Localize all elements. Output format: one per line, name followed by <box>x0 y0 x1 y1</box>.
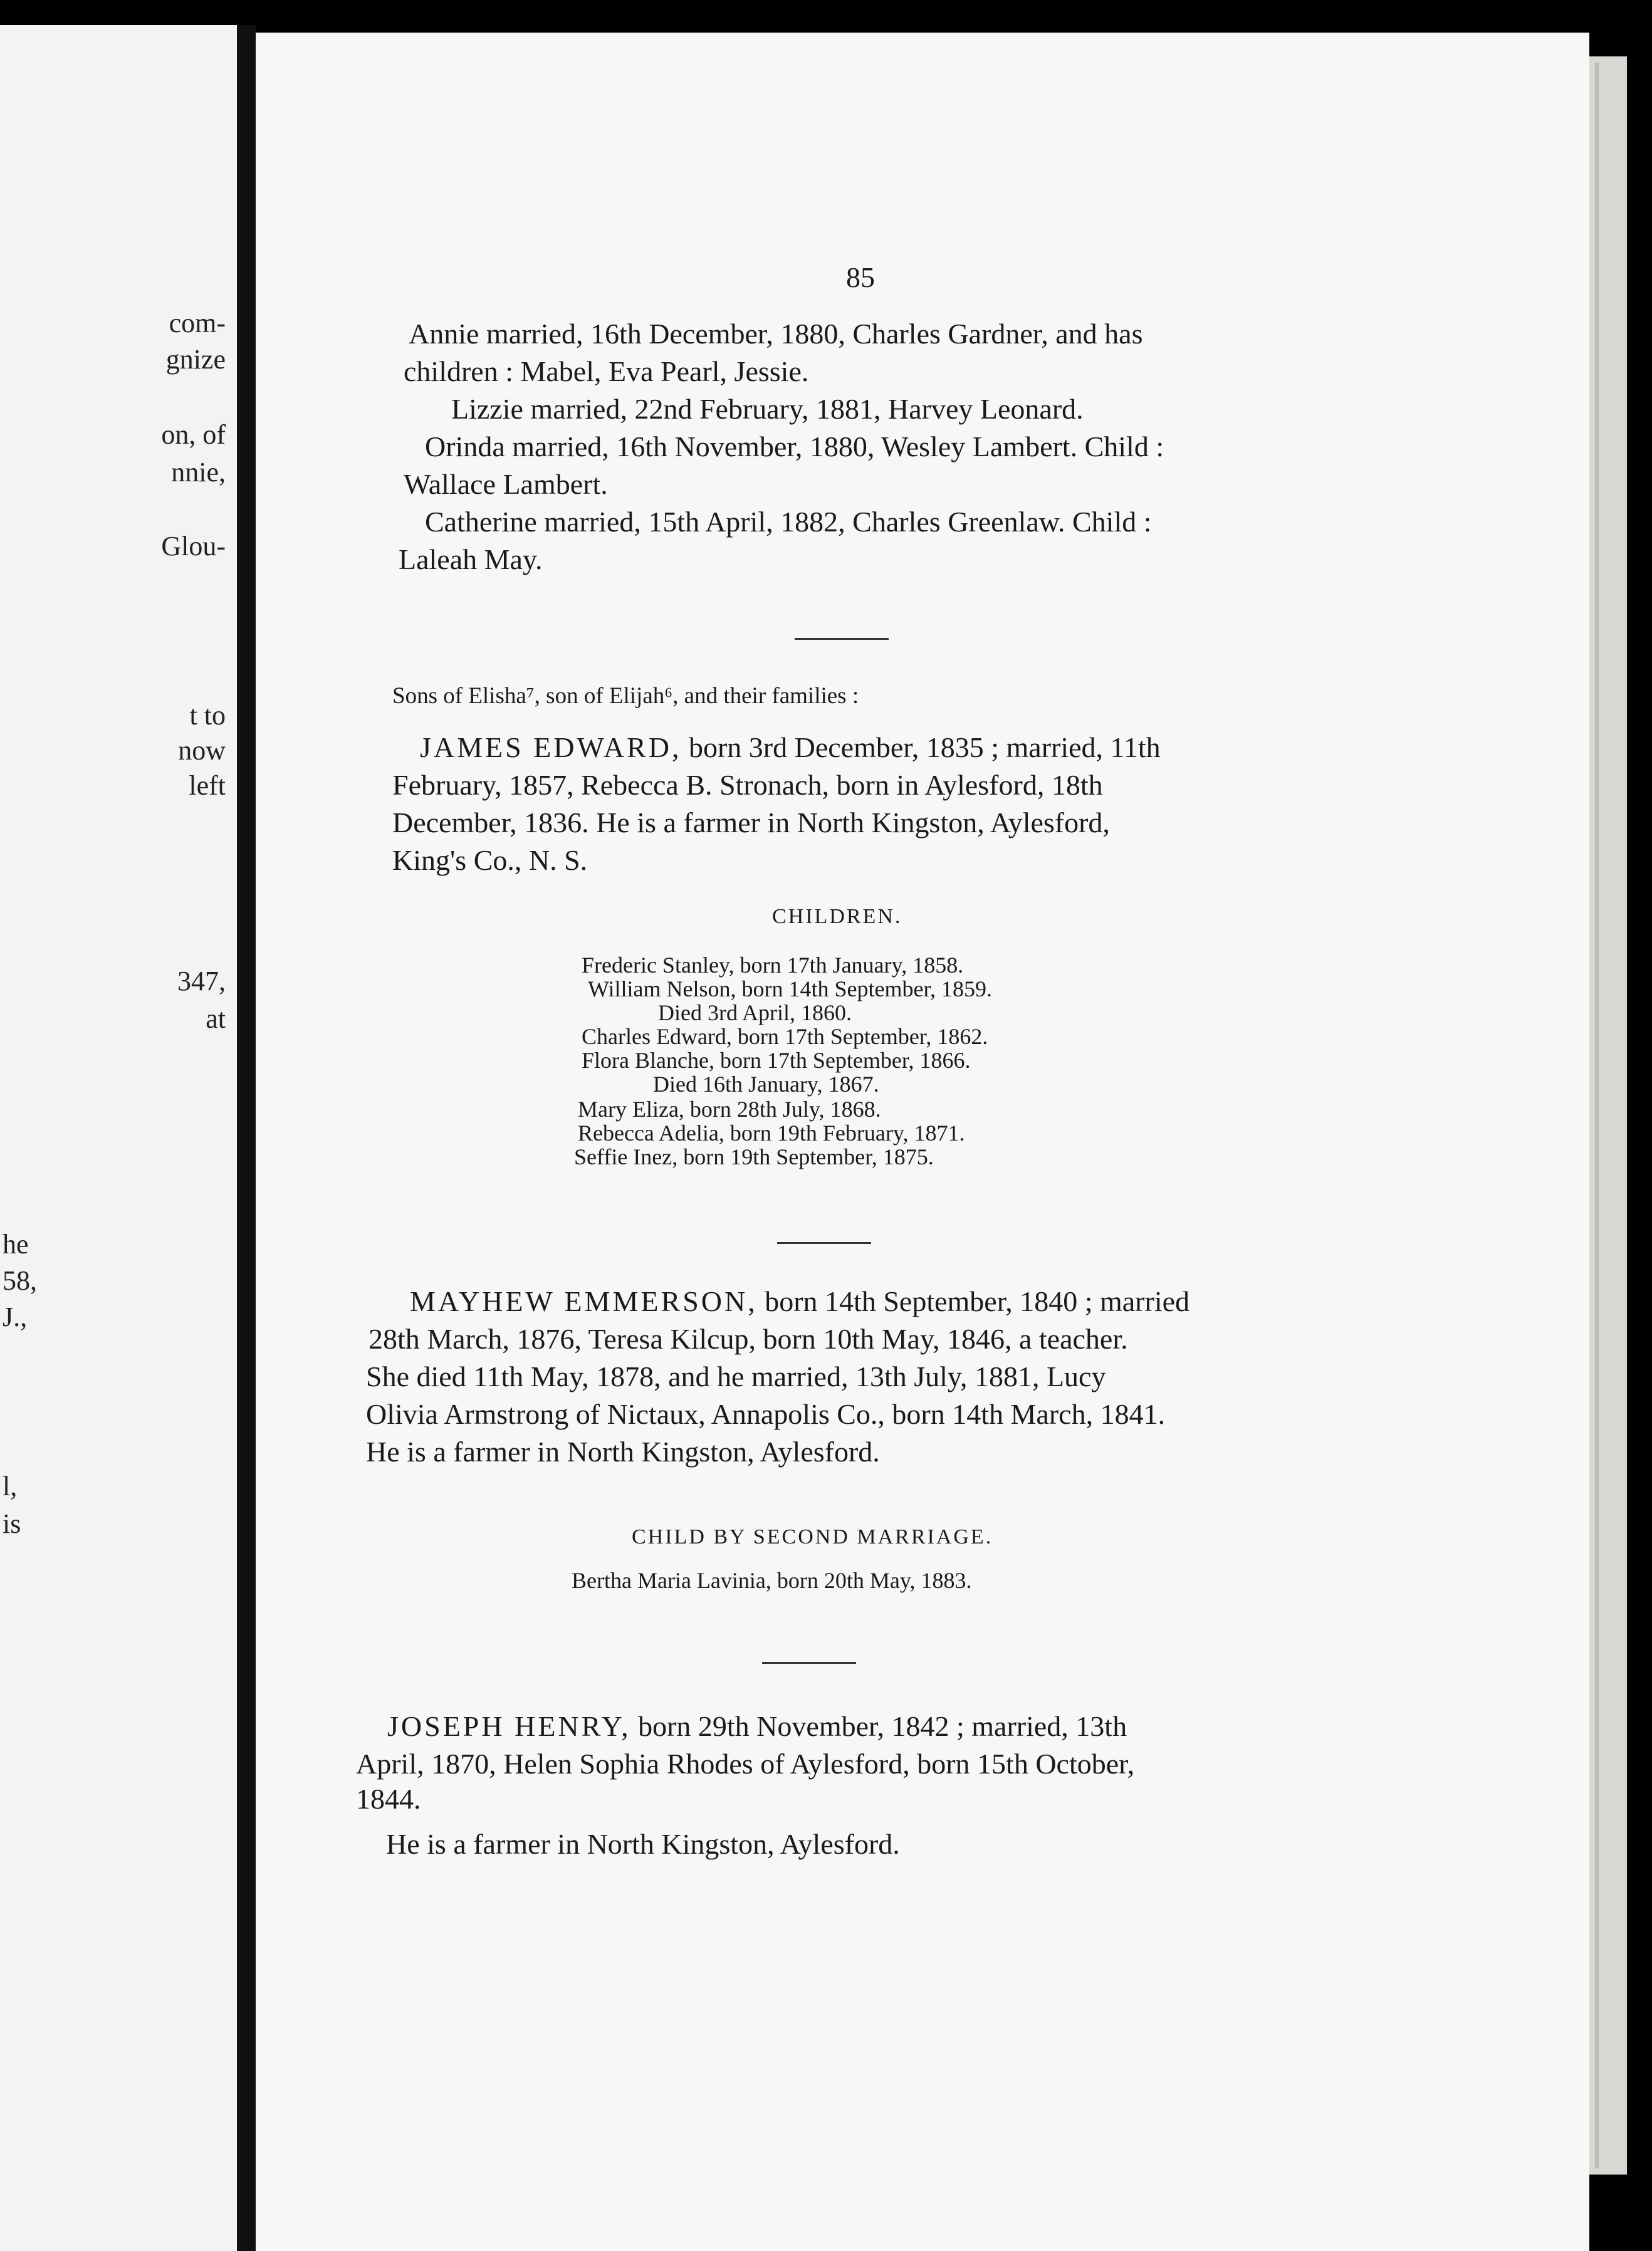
fragment-text: t to <box>189 700 226 731</box>
text-line: born 14th September, 1840 ; married <box>757 1285 1190 1317</box>
fragment-text: is <box>3 1508 21 1539</box>
fragment-text: com- <box>169 308 226 338</box>
child-heading: CHILD BY SECOND MARRIAGE. <box>632 1525 993 1549</box>
child-entry: Mary Eliza, born 28th July, 1868. <box>578 1097 881 1122</box>
child-entry: Flora Blanche, born 17th September, 1866. <box>582 1048 971 1073</box>
fragment-text: Glou- <box>161 531 226 561</box>
child-entry: Seffie Inez, born 19th September, 1875. <box>574 1144 934 1169</box>
text-line: Laleah May. <box>399 543 543 575</box>
text-line: April, 1870, Helen Sophia Rhodes of Aylesford, born 15th October, <box>356 1748 1135 1780</box>
child-entry: Frederic Stanley, born 17th January, 1858. <box>582 953 964 978</box>
fragment-text: on, of <box>161 419 226 450</box>
child-entry: William Nelson, born 14th September, 1859. <box>588 976 993 1001</box>
previous-page-fragment <box>0 25 237 2251</box>
text-line: He is a farmer in North Kingston, Aylesford. <box>386 1828 900 1860</box>
text-line: Catherine married, 15th April, 1882, Charles Greenlaw. Child : <box>425 506 1152 538</box>
entry-first-line <box>387 1712 1127 1741</box>
text-line: Wallace Lambert. <box>404 468 608 500</box>
text-line: Olivia Armstrong of Nictaux, Annapolis Co., born 14th March, 1841. <box>366 1398 1166 1430</box>
text-line: He is a farmer in North Kingston, Aylesford. <box>366 1436 880 1468</box>
child-entry: Bertha Maria Lavinia, born 20th May, 1883. <box>572 1568 972 1593</box>
text-line: 1844. <box>356 1783 421 1815</box>
fragment-text: 347, <box>177 966 226 996</box>
book-page <box>256 33 1589 2251</box>
section-divider <box>795 638 889 640</box>
fragment-text: at <box>206 1003 226 1034</box>
text-line: Lizzie married, 22nd February, 1881, Harvey Leonard. <box>451 393 1084 425</box>
fragment-text: gnize <box>165 344 226 375</box>
text-line: Orinda married, 16th November, 1880, Wesley Lambert. Child : <box>425 431 1164 462</box>
text-line: King's Co., N. S. <box>392 844 588 876</box>
entry-first-line <box>410 1287 1189 1316</box>
person-name: JAMES EDWARD, <box>420 731 682 763</box>
text-line: February, 1857, Rebecca B. Stronach, born in Aylesford, 18th <box>392 769 1103 801</box>
section-divider <box>762 1662 856 1664</box>
book-gutter <box>237 25 256 2251</box>
child-entry: Died 16th January, 1867. <box>653 1072 879 1097</box>
page-edge-line <box>1595 63 1599 2168</box>
children-heading: CHILDREN. <box>772 905 902 928</box>
fragment-text: left <box>189 770 226 801</box>
entry-first-line <box>420 733 1161 762</box>
child-entry: Rebecca Adelia, born 19th February, 1871. <box>578 1120 965 1146</box>
child-entry: Charles Edward, born 17th September, 1862. <box>582 1024 988 1049</box>
fragment-text: J., <box>3 1302 28 1332</box>
text-line: She died 11th May, 1878, and he married, 13th July, 1881, Lucy <box>366 1361 1106 1392</box>
fragment-text: now <box>178 735 226 766</box>
text-line: born 29th November, 1842 ; married, 13th <box>630 1710 1127 1742</box>
person-name: JOSEPH HENRY, <box>387 1710 631 1742</box>
section-lead: Sons of Elisha⁷, son of Elijah⁶, and their families : <box>392 683 859 709</box>
text-line: December, 1836. He is a farmer in North Kingston, Aylesford, <box>392 807 1110 838</box>
section-divider <box>777 1242 871 1244</box>
fragment-text: 58, <box>3 1265 37 1296</box>
text-line: 28th March, 1876, Teresa Kilcup, born 10th May, 1846, a teacher. <box>369 1323 1128 1355</box>
text-line: Annie married, 16th December, 1880, Charles Gardner, and has <box>409 318 1143 350</box>
child-entry: Died 3rd April, 1860. <box>658 1000 852 1025</box>
text-line: children : Mabel, Eva Pearl, Jessie. <box>404 355 809 387</box>
fragment-text: l, <box>3 1471 18 1502</box>
text-line: born 3rd December, 1835 ; married, 11th <box>681 731 1161 763</box>
person-name: MAYHEW EMMERSON, <box>410 1285 758 1317</box>
fragment-text: nnie, <box>171 457 226 488</box>
page-number: 85 <box>846 261 875 293</box>
fragment-text: he <box>3 1229 29 1260</box>
